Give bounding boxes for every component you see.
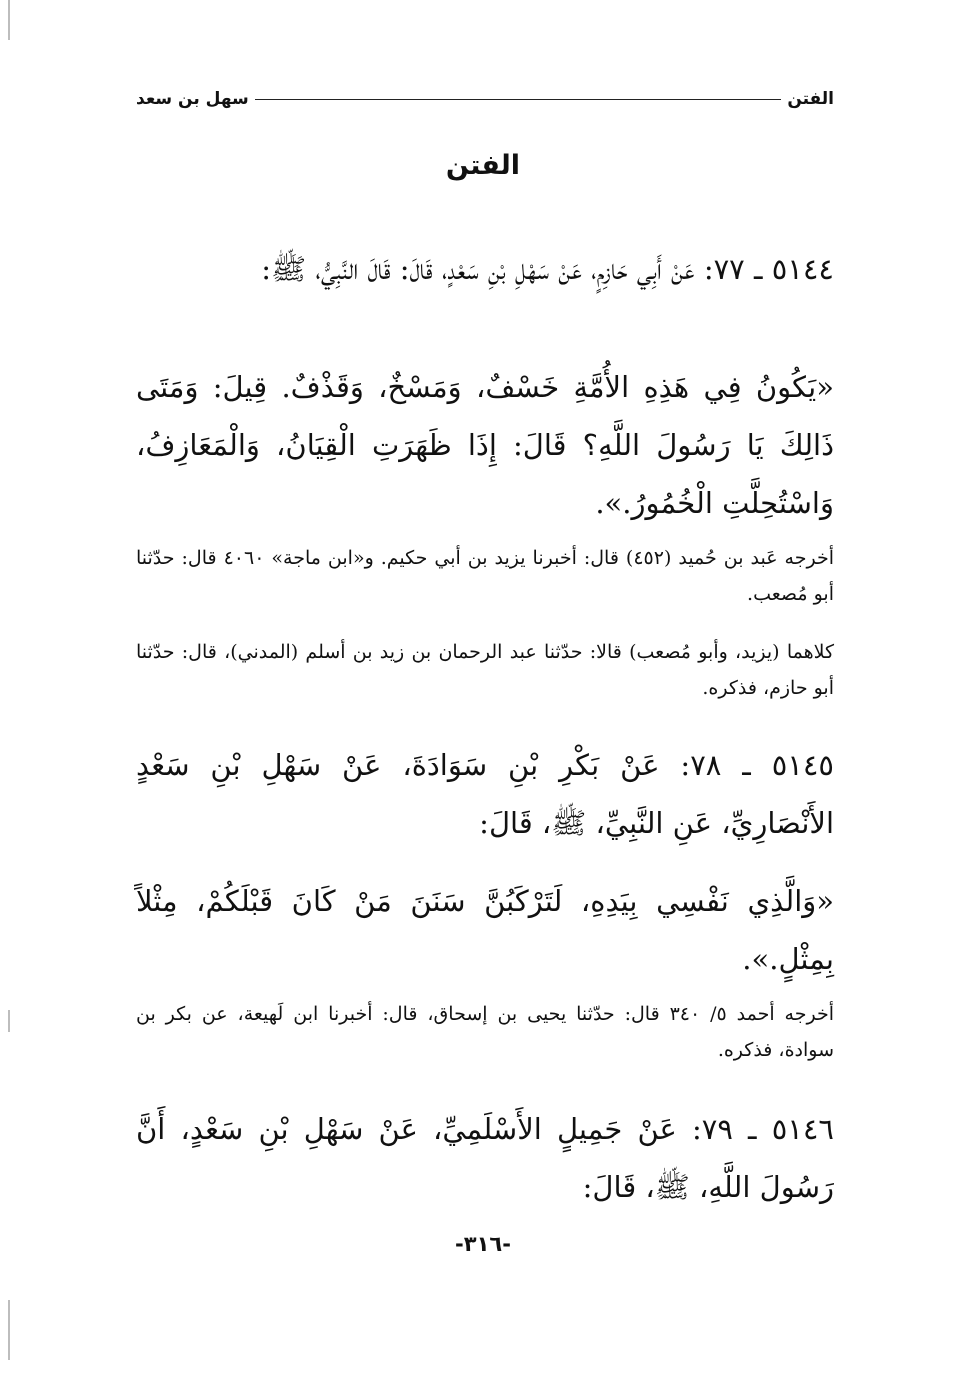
running-header [136,82,834,116]
hadith-5145-takhrij-1: أخرجه أحمد ٥/ ٣٤٠ قال: حدّثنا يحيى بن إسحاق، قال: أخبرنا ابن لَهيعة، عن بكر بن سوادة، فذكره. [136,1003,834,1061]
page-number: -٣١٦- [455,1232,511,1256]
scan-edge-mark [8,1300,10,1360]
running-header-narrator: سهل بن سعد [136,89,249,109]
hadith-5145-isnad: ٥١٤٥ ـ ٧٨: عَنْ بَكْرِ بْنِ سَوَادَةَ، عَنْ سَهْلِ بْنِ سَعْدٍ الأَنْصَارِيِّ، عَنِ النَّبِيِّ، ﷺ، قَالَ: [136,748,835,840]
hadith-5144-takhrij-1: أخرجه عَبد بن حُميد (٤٥٢) قال: أخبرنا يزيد بن أبي حكيم. و«ابن ماجة» ٤٠٦٠ قال: حدّثنا أبو مُصعب. [136,547,834,605]
hadith-5144-isnad: ٥١٤٤ ـ ٧٧: عَنْ أَبِي حَازِمٍ، عَنْ سَهْلِ بْنِ سَعْدٍ، قَالَ: قَالَ النَّبِيُّ، ﷺ: [261,252,834,286]
running-header-chapter: الفتن [787,89,834,109]
hadith-5146-isnad: ٥١٤٦ ـ ٧٩: عَنْ جَمِيلٍ الأَسْلَمِيِّ، عَنْ سَهْلِ بْنِ سَعْدٍ، أَنَّ رَسُولَ اللَّهِ، ﷺ، قَالَ: [136,1112,834,1204]
running-header-rule [255,99,782,100]
hadith-5145-matn: «وَالَّذِي نَفْسِي بِيَدِهِ، لَتَرْكَبُنَّ سَنَنَ مَنْ كَانَ قَبْلَكُمْ، مِثْلاً بِمِثْلٍ.». [136,884,834,976]
chapter-title: الفتن [445,150,521,181]
scan-edge-mark [8,0,10,40]
hadith-5144-takhrij-2: كلاهما (يزيد، وأبو مُصعب) قالا: حدّثنا عبد الرحمان بن زيد بن أسلم (المدني)، قال: حدّثنا أبو حازم، فذكره. [136,641,834,699]
scan-edge-mark [8,1010,10,1032]
hadith-5144-matn: «يَكُونُ فِي هَذِهِ الأُمَّةِ خَسْفٌ، وَمَسْخٌ، وَقَذْفٌ. قِيلَ: وَمَتَى ذَالِكَ يَا رَسُولَ اللَّهِ؟ قَالَ: إِذَا ظَهَرَتِ الْقِيَانُ، وَالْمَعَازِفُ، وَاسْتُحِلَّتِ الْخُمُورُ.». [136,370,834,520]
